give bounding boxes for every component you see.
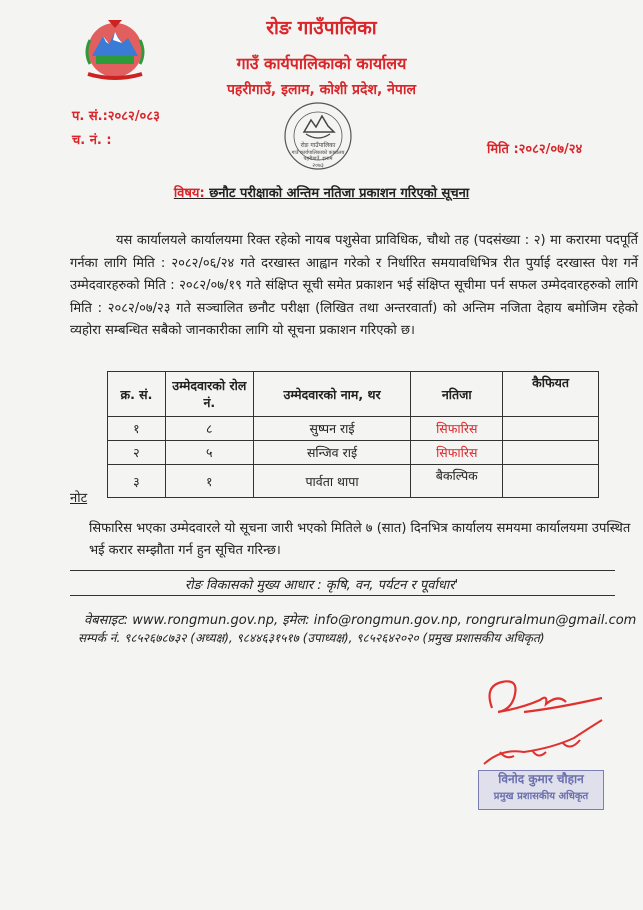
cell-serial: १: [108, 417, 166, 441]
table-row: [108, 465, 599, 498]
stamp-title: प्रमुख प्रशासकीय अधिकृत: [493, 791, 589, 802]
footer-web-email: वेबसाइट: www.rongmun.gov.np, इमेल: info@rongmun.gov.np, rongruralmun@gmail.com: [84, 613, 637, 628]
seal-text-4: २०७३: [312, 163, 324, 169]
seal-text-2: गाउँ कार्यपालिकाको कार्यालय: [291, 150, 345, 156]
table-header-row: [108, 372, 599, 417]
seal-text-3: पहरीगाउँ, इलाम: [303, 156, 333, 162]
cell-result: सिफारिस: [411, 417, 503, 441]
cell-remark: [503, 417, 599, 441]
results-table: [107, 371, 599, 498]
dispatch-number: च. नं. :: [72, 133, 112, 148]
footer-divider-bottom: [70, 595, 615, 596]
note-label: नोट: [70, 491, 88, 506]
notice-body: यस कार्यालयले कार्यालयमा रिक्त रहेको नायब पशुसेवा प्राविधिक, चौथो तह (पदसंख्या : २) मा करारमा पदपूर्ति गर्नका लागि मिति : २०८२/०६/२४ गते दरखास्त आह्वान गरेको र निर्धारित समयावधिभित्र रीत पुर्याई दरखास्त पेश गर्ने उम्मेदवारहरुको मिति : २०८२/०७/१९ गते संक्षिप्त सूची समेत प्रकाशन भई संक्षिप्त सूचीमा पर्न सफल उम्मेदवारहरुको लागि मिति : २०८२/०७/२३ गते सञ्चालित छनौट परीक्षा (लिखित तथा अन्तरवार्ता) को अन्तिम नजिता देहाय बमोजिम रहेको व्यहोरा सम्बन्धित सबैको जानकारीका लागि यो सूचना प्रकाशन गरिएको छ।: [70, 233, 638, 338]
reference-number: प. सं.:२०८२/०८३: [72, 109, 160, 124]
handwritten-signature-icon: [462, 668, 612, 778]
cell-result: सिफारिस: [411, 441, 503, 465]
cell-remark: [503, 441, 599, 465]
municipality-name: रोङ गाउँपालिका: [266, 17, 377, 39]
subject-line: [0, 183, 643, 201]
cell-remark: [503, 465, 599, 498]
table-row: [108, 441, 599, 465]
col-roll: उम्मेदवारको रोल नं.: [165, 372, 253, 417]
footer-motto: रोङ विकासको मुख्य आधार : कृषि, वन, पर्यटन र पूर्वाधार': [184, 578, 459, 593]
cell-name: पार्वता थापा: [253, 465, 411, 498]
officer-stamp: [478, 770, 604, 810]
office-address: पहरीगाउँ, इलाम, कोशी प्रदेश, नेपाल: [226, 82, 417, 98]
issue-date: मिति :२०८२/०७/२४: [487, 142, 583, 157]
subject-label: विषय:: [173, 186, 205, 201]
footer-contact: सम्पर्क नं. ९८५२६७८७३२ (अध्यक्ष), ९८४४६३१५१७ (उपाध्यक्ष), ९८५२६४२०२० (प्रमुख प्रशासकीय अधिकृत): [78, 631, 545, 645]
footer-divider-top: [70, 570, 615, 571]
col-remark: कैफियत: [503, 372, 599, 417]
seal-text-1: रोङ गाउँपालिका: [300, 142, 336, 149]
note-text: सिफारिस भएका उम्मेदवारले यो सूचना जारी भएको मितिले ७ (सात) दिनभित्र कार्यालय समयमा कार्यालयमा उपस्थित भई करार सम्झौता गर्न हुन सूचित गरिन्छ।: [89, 521, 631, 558]
office-name: गाउँ कार्यपालिकाको कार्यालय: [236, 54, 407, 73]
cell-roll: १: [165, 465, 253, 498]
subject-text: छनौट परीक्षाको अन्तिम नतिजा प्रकाशन गरिएको सूचना: [204, 186, 470, 201]
stamp-name: विनोद कुमार चौहान: [498, 772, 584, 786]
cell-name: सन्जिव राई: [253, 441, 411, 465]
col-name: उम्मेदवारको नाम, थर: [253, 372, 411, 417]
cell-roll: ५: [165, 441, 253, 465]
office-seal-icon: [278, 98, 358, 172]
table-row: [108, 417, 599, 441]
cell-roll: ८: [165, 417, 253, 441]
cell-result: बैकल्पिक: [411, 465, 503, 498]
cell-serial: २: [108, 441, 166, 465]
cell-name: सुष्पन राई: [253, 417, 411, 441]
col-serial: क्र. सं.: [108, 372, 166, 417]
col-result: नतिजा: [411, 372, 503, 417]
cell-serial: ३: [108, 465, 166, 498]
